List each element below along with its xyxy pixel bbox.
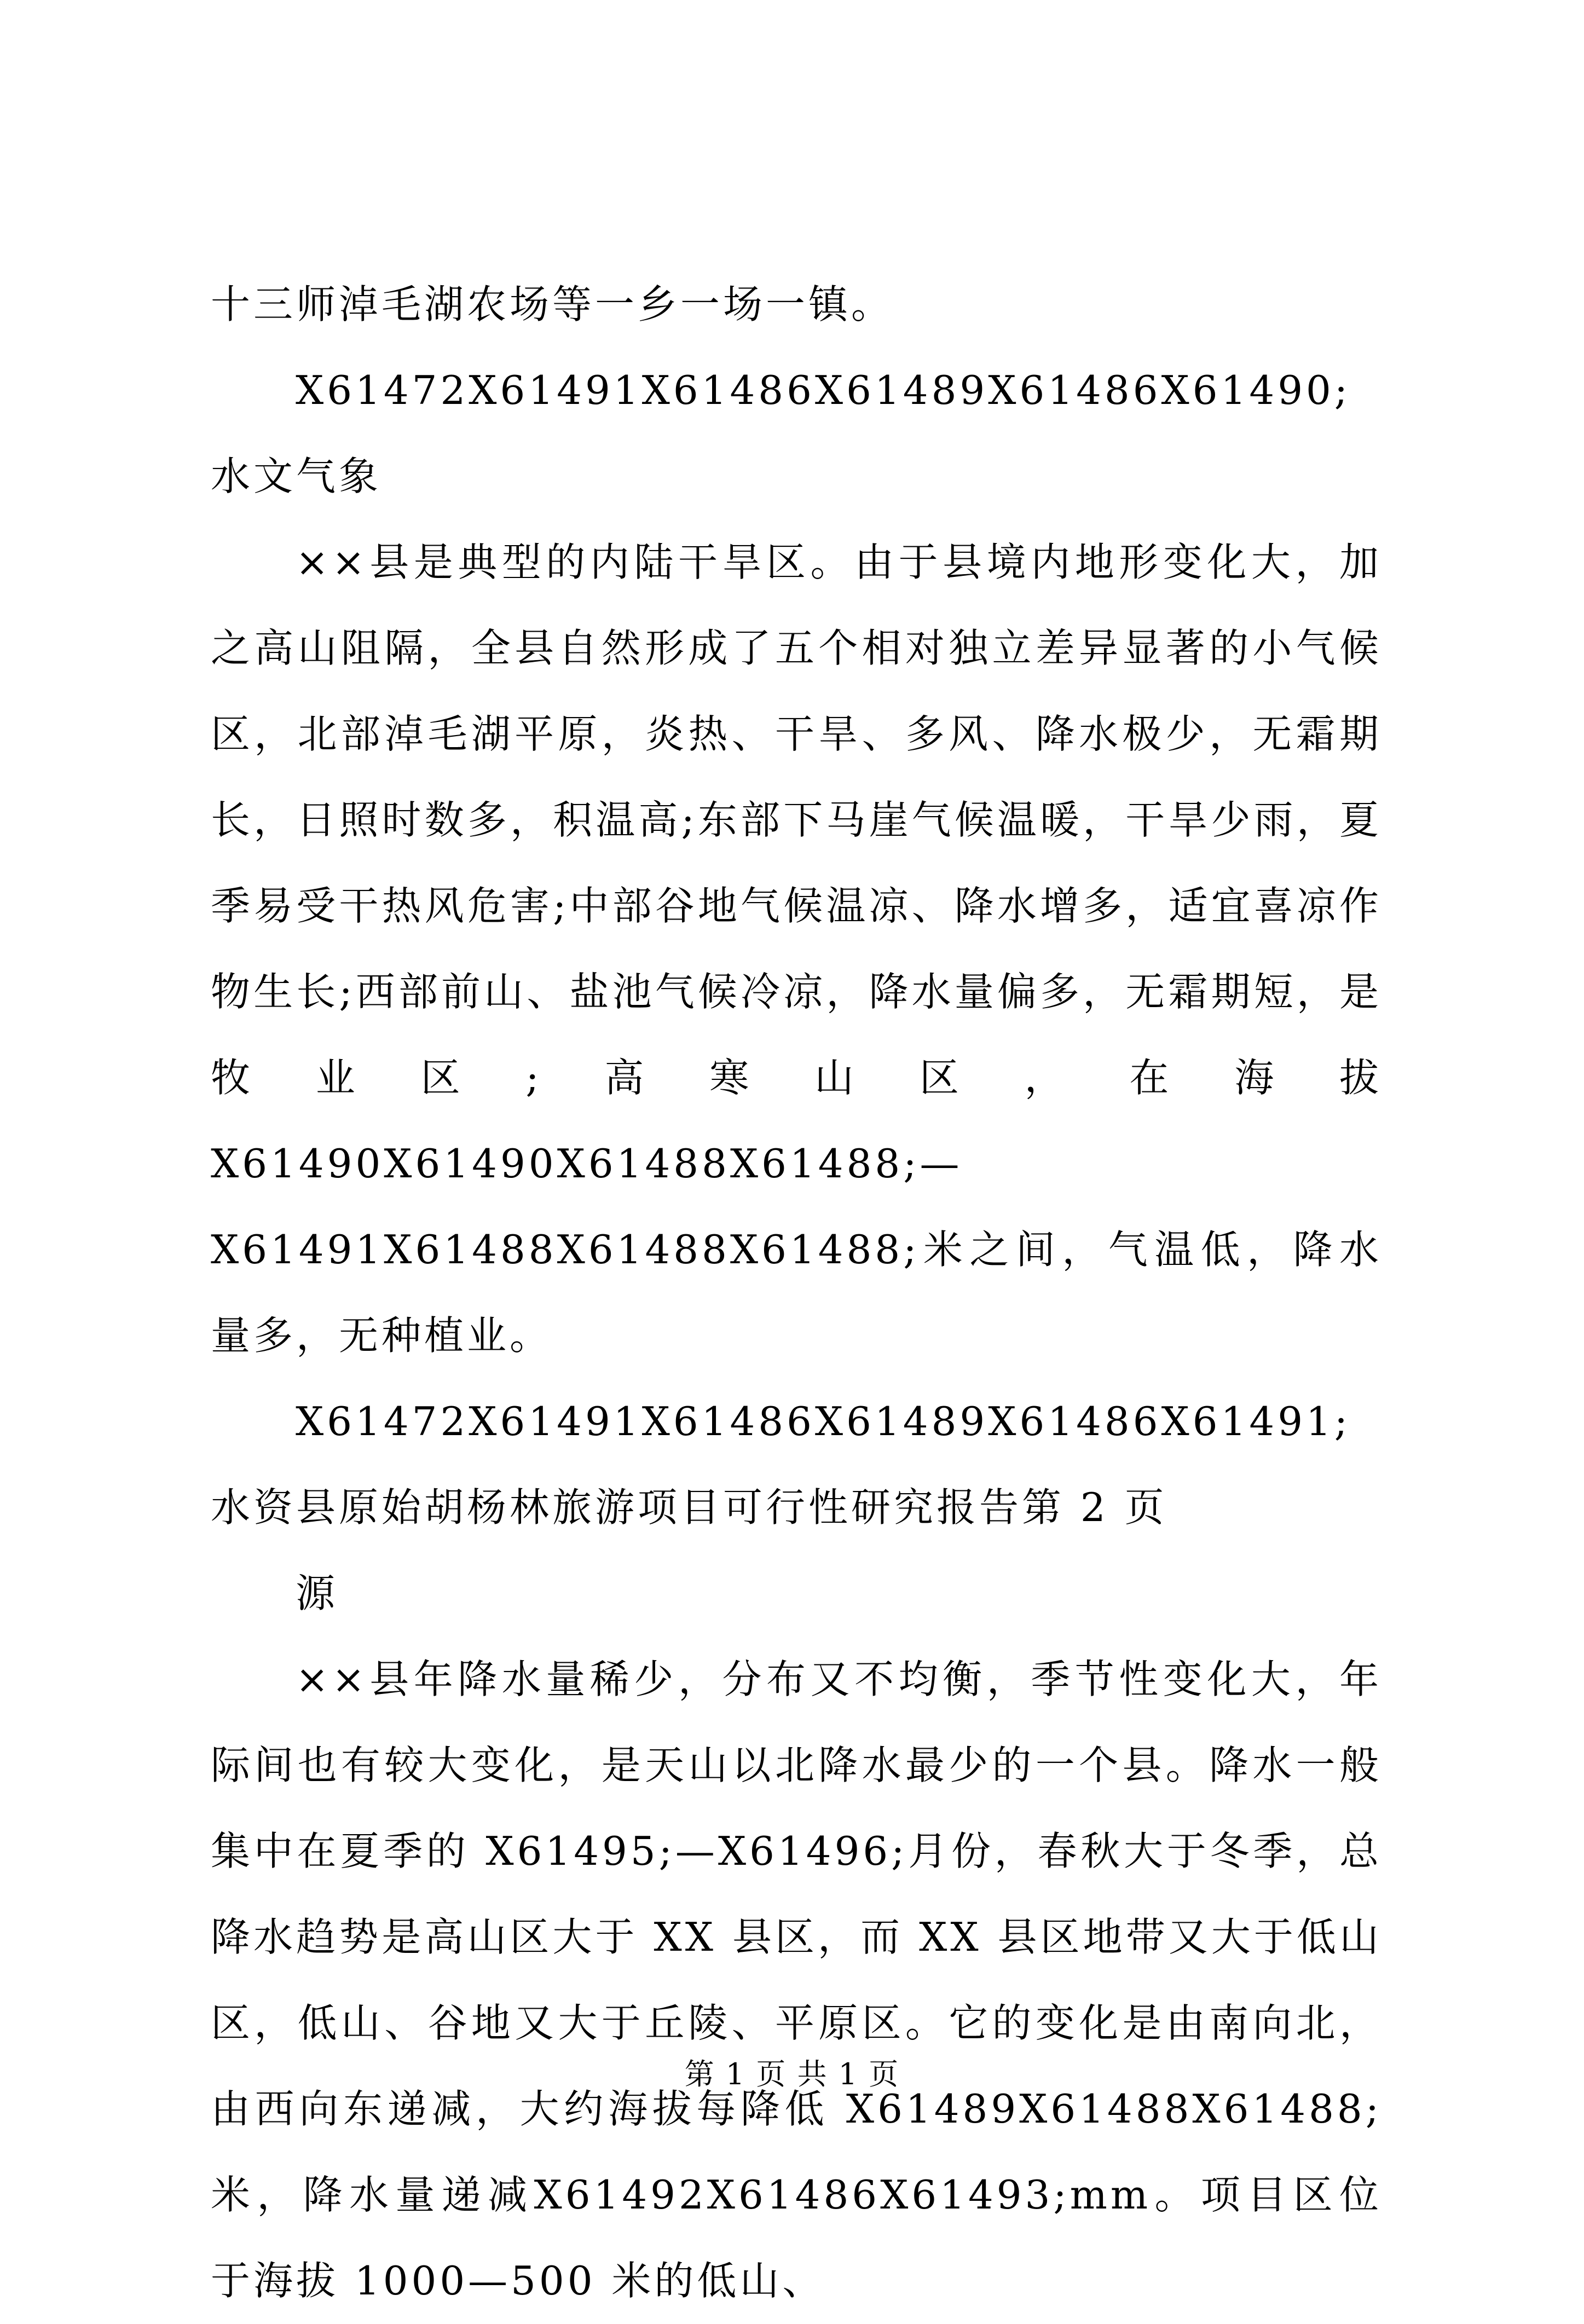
paragraph: 源 xyxy=(296,1570,339,1616)
page-number-label: 第 1 页 共 1 页 xyxy=(684,2057,900,2091)
paragraph: ××县是典型的内陆干旱区。由于县境内地形变化大，加之高山阻隔，全县自然形成了五个相对独立差异显著的小气候区，北部淖毛湖平原，炎热、干旱、多风、降水极少，无霜期长，日照时数多，积温高;东部下马崖气候温暖，干旱少雨，夏季易受干热风危害;中部谷地气候温凉、降水增多，适宜喜凉作物生长;西部前山、盐池气候冷凉，降水量偏多，无霜期短，是牧业区;高寒山区，在海拔 X61490X61490X61488X61488;—X61491X61488X61488X61488;米之间，气温低，降水量多，无种植业。 xyxy=(211,539,1382,1358)
paragraph: ××县年降水量稀少，分布又不均衡，季节性变化大，年际间也有较大变化，是天山以北降水最少的一个县。降水一般集中在夏季的 X61495;—X61496;月份，春秋大于冬季，总降水趋势是高山区大于 XX 县区，而 XX 县区地带又大于低山区，低山、谷地又大于丘陵、平原区。它的变化是由南向北，由西向东递减，大约海拔每降低 X61489X61488X61488;米，降水量递减X61492X61486X61493;mm。项目区位于海拔 1000—500 米的低山、 xyxy=(211,1656,1382,2304)
paragraph-heading-hydrology-climate: X61472X61491X61486X61489X61486X61490;水文气象 xyxy=(211,367,1351,499)
document-body xyxy=(211,262,1382,2324)
page-footer xyxy=(0,2055,1584,2094)
paragraph: 十三师淖毛湖农场等一乡一场一镇。 xyxy=(211,281,894,327)
paragraph-heading-water-resources: X61472X61491X61486X61489X61486X61491;水资县原始胡杨林旅游项目可行性研究报告第 2 页 xyxy=(211,1398,1351,1530)
